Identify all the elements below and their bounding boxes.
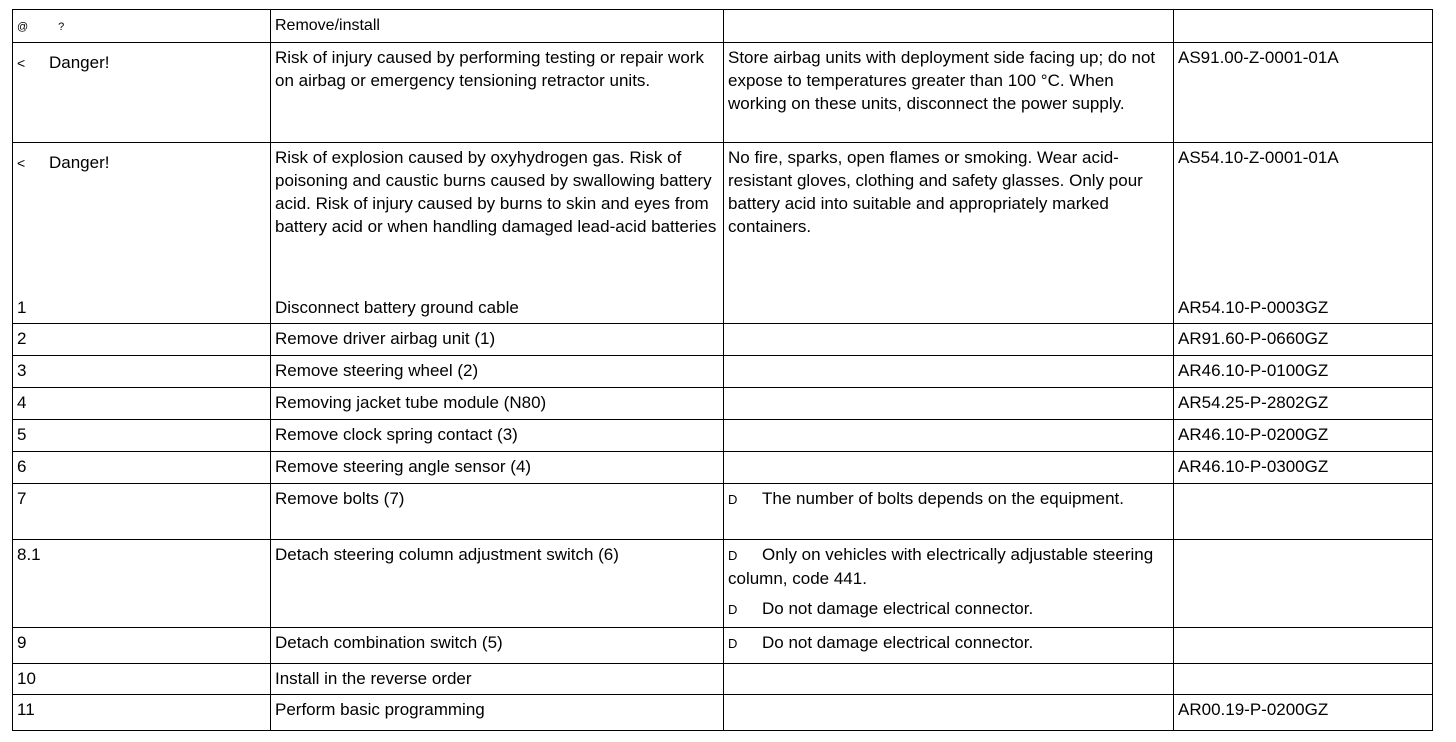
danger-label: Danger! bbox=[49, 53, 110, 72]
document-reference: AS91.00-Z-0001-01A bbox=[1178, 48, 1339, 67]
step-action-cell bbox=[271, 664, 724, 695]
warning-measure-cell bbox=[724, 143, 1174, 324]
step-note-cell bbox=[724, 628, 1174, 664]
danger-icon: < bbox=[17, 55, 26, 71]
step-note-cell bbox=[724, 695, 1174, 731]
step-number: 1 bbox=[17, 298, 27, 317]
step-number: 9 bbox=[17, 633, 27, 652]
step-action: Install in the reverse order bbox=[275, 669, 472, 688]
step-doc-cell bbox=[1174, 664, 1433, 695]
danger-icon: < bbox=[17, 155, 26, 171]
step-action-cell bbox=[271, 484, 724, 540]
step-number: 8.1 bbox=[17, 545, 41, 564]
note-item bbox=[728, 597, 1169, 621]
step-number: 3 bbox=[17, 361, 27, 380]
note-item bbox=[728, 543, 1169, 590]
step-action-cell bbox=[271, 324, 724, 356]
document-reference: AR46.10-P-0300GZ bbox=[1178, 457, 1329, 476]
step-row bbox=[13, 452, 1433, 484]
step-action: Remove steering wheel (2) bbox=[275, 361, 479, 380]
warning-label-cell bbox=[13, 143, 271, 324]
step-row bbox=[13, 388, 1433, 420]
step-doc-cell bbox=[1174, 484, 1433, 540]
note-text: Do not damage electrical connector. bbox=[762, 633, 1034, 652]
step-action: Remove driver airbag unit (1) bbox=[275, 329, 496, 348]
warning-step-row bbox=[13, 143, 1433, 324]
step-number-cell bbox=[13, 324, 271, 356]
step-doc-cell bbox=[1174, 628, 1433, 664]
note-text: The number of bolts depends on the equipment. bbox=[762, 489, 1124, 508]
step-action-cell bbox=[271, 452, 724, 484]
document-reference: AR91.60-P-0660GZ bbox=[1178, 329, 1329, 348]
step-row bbox=[13, 540, 1433, 628]
step-number: 4 bbox=[17, 393, 27, 412]
header-symbols-cell bbox=[13, 10, 271, 43]
measure-text: No fire, sparks, open flames or smoking. Wear acid-resistant gloves, clothing and safety glasses. Only pour battery acid into suitable and appropriately marked containers. bbox=[728, 148, 1143, 236]
risk-text: Risk of injury caused by performing testing or repair work on airbag or emergency tensioning retractor units. bbox=[275, 48, 704, 90]
risk-text: Risk of explosion caused by oxyhydrogen gas. Risk of poisoning and caustic burns caused by swallowing battery acid. Risk of injury caused by burns to skin and eyes from battery acid or when handling damaged lead-acid batteries bbox=[275, 148, 717, 236]
header-empty-cell bbox=[1174, 10, 1433, 43]
step-action: Detach combination switch (5) bbox=[275, 633, 503, 652]
step-note-cell bbox=[724, 484, 1174, 540]
step-number-cell bbox=[13, 664, 271, 695]
step-number: 6 bbox=[17, 457, 27, 476]
bullet-icon: D bbox=[728, 492, 738, 507]
warning-row bbox=[13, 43, 1433, 143]
step-action: Removing jacket tube module (N80) bbox=[275, 393, 547, 412]
header-row bbox=[13, 10, 1433, 43]
note-item bbox=[728, 631, 1169, 655]
warning-label-cell bbox=[13, 43, 271, 143]
step-action: Detach steering column adjustment switch (6) bbox=[275, 545, 619, 564]
note-text: Only on vehicles with electrically adjustable steering column, code 441. bbox=[728, 545, 1154, 588]
step-number-cell bbox=[13, 452, 271, 484]
document-reference: AR54.25-P-2802GZ bbox=[1178, 393, 1329, 412]
warning-risk-cell bbox=[271, 143, 724, 324]
step-action: Remove clock spring contact (3) bbox=[275, 425, 518, 444]
step-action: Remove steering angle sensor (4) bbox=[275, 457, 532, 476]
step-doc-cell bbox=[1174, 324, 1433, 356]
step-action-cell bbox=[271, 540, 724, 628]
step-row bbox=[13, 324, 1433, 356]
danger-label: Danger! bbox=[49, 153, 110, 172]
step-number-cell bbox=[13, 420, 271, 452]
step-number-cell bbox=[13, 356, 271, 388]
document-reference: AS54.10-Z-0001-01A bbox=[1178, 148, 1339, 167]
step-action-cell bbox=[271, 420, 724, 452]
step-action-cell bbox=[271, 695, 724, 731]
warning-measure-cell bbox=[724, 43, 1174, 143]
step-note-cell bbox=[724, 540, 1174, 628]
note-text: Do not damage electrical connector. bbox=[762, 599, 1034, 618]
document-reference: AR54.10-P-0003GZ bbox=[1178, 298, 1329, 317]
bullet-icon: D bbox=[728, 602, 738, 617]
step-number-cell bbox=[13, 484, 271, 540]
step-number: 11 bbox=[17, 700, 35, 719]
warning-doc-cell bbox=[1174, 143, 1433, 324]
step-note-cell bbox=[724, 324, 1174, 356]
step-action: Disconnect battery ground cable bbox=[275, 298, 519, 317]
step-doc-cell bbox=[1174, 540, 1433, 628]
step-note-cell bbox=[724, 356, 1174, 388]
step-number: 5 bbox=[17, 425, 27, 444]
step-note-cell bbox=[724, 664, 1174, 695]
step-note-cell bbox=[724, 452, 1174, 484]
step-action-cell bbox=[271, 388, 724, 420]
step-number-cell bbox=[13, 628, 271, 664]
step-number-cell bbox=[13, 695, 271, 731]
page-title: Remove/install bbox=[275, 17, 380, 34]
step-number: 7 bbox=[17, 489, 27, 508]
step-doc-cell bbox=[1174, 388, 1433, 420]
step-note-cell bbox=[724, 420, 1174, 452]
step-row bbox=[13, 356, 1433, 388]
step-note-cell bbox=[724, 388, 1174, 420]
step-number: 10 bbox=[17, 669, 36, 688]
step-number: 2 bbox=[17, 329, 27, 348]
step-number-cell bbox=[13, 540, 271, 628]
step-row bbox=[13, 484, 1433, 540]
step-action: Perform basic programming bbox=[275, 700, 485, 719]
at-symbol-icon: @ bbox=[17, 21, 29, 33]
warning-doc-cell bbox=[1174, 43, 1433, 143]
measure-text: Store airbag units with deployment side facing up; do not expose to temperatures greater than 100 °C. When working on these units, disconnect the power supply. bbox=[728, 48, 1156, 113]
step-row bbox=[13, 420, 1433, 452]
step-action-cell bbox=[271, 628, 724, 664]
bullet-icon: D bbox=[728, 636, 738, 651]
step-row bbox=[13, 695, 1433, 731]
step-action-cell bbox=[271, 356, 724, 388]
question-symbol-icon: ? bbox=[58, 21, 65, 33]
document-reference: AR46.10-P-0200GZ bbox=[1178, 425, 1329, 444]
header-title-cell bbox=[271, 10, 724, 43]
document-reference: AR00.19-P-0200GZ bbox=[1178, 700, 1329, 719]
step-number-cell bbox=[13, 388, 271, 420]
step-action: Remove bolts (7) bbox=[275, 489, 405, 508]
header-empty-cell bbox=[724, 10, 1174, 43]
step-doc-cell bbox=[1174, 420, 1433, 452]
warning-risk-cell bbox=[271, 43, 724, 143]
step-doc-cell bbox=[1174, 452, 1433, 484]
step-doc-cell bbox=[1174, 695, 1433, 731]
bullet-icon: D bbox=[728, 548, 738, 563]
procedure-table bbox=[12, 9, 1433, 731]
step-row bbox=[13, 628, 1433, 664]
step-row bbox=[13, 664, 1433, 695]
step-doc-cell bbox=[1174, 356, 1433, 388]
document-reference: AR46.10-P-0100GZ bbox=[1178, 361, 1329, 380]
note-item bbox=[728, 487, 1169, 511]
